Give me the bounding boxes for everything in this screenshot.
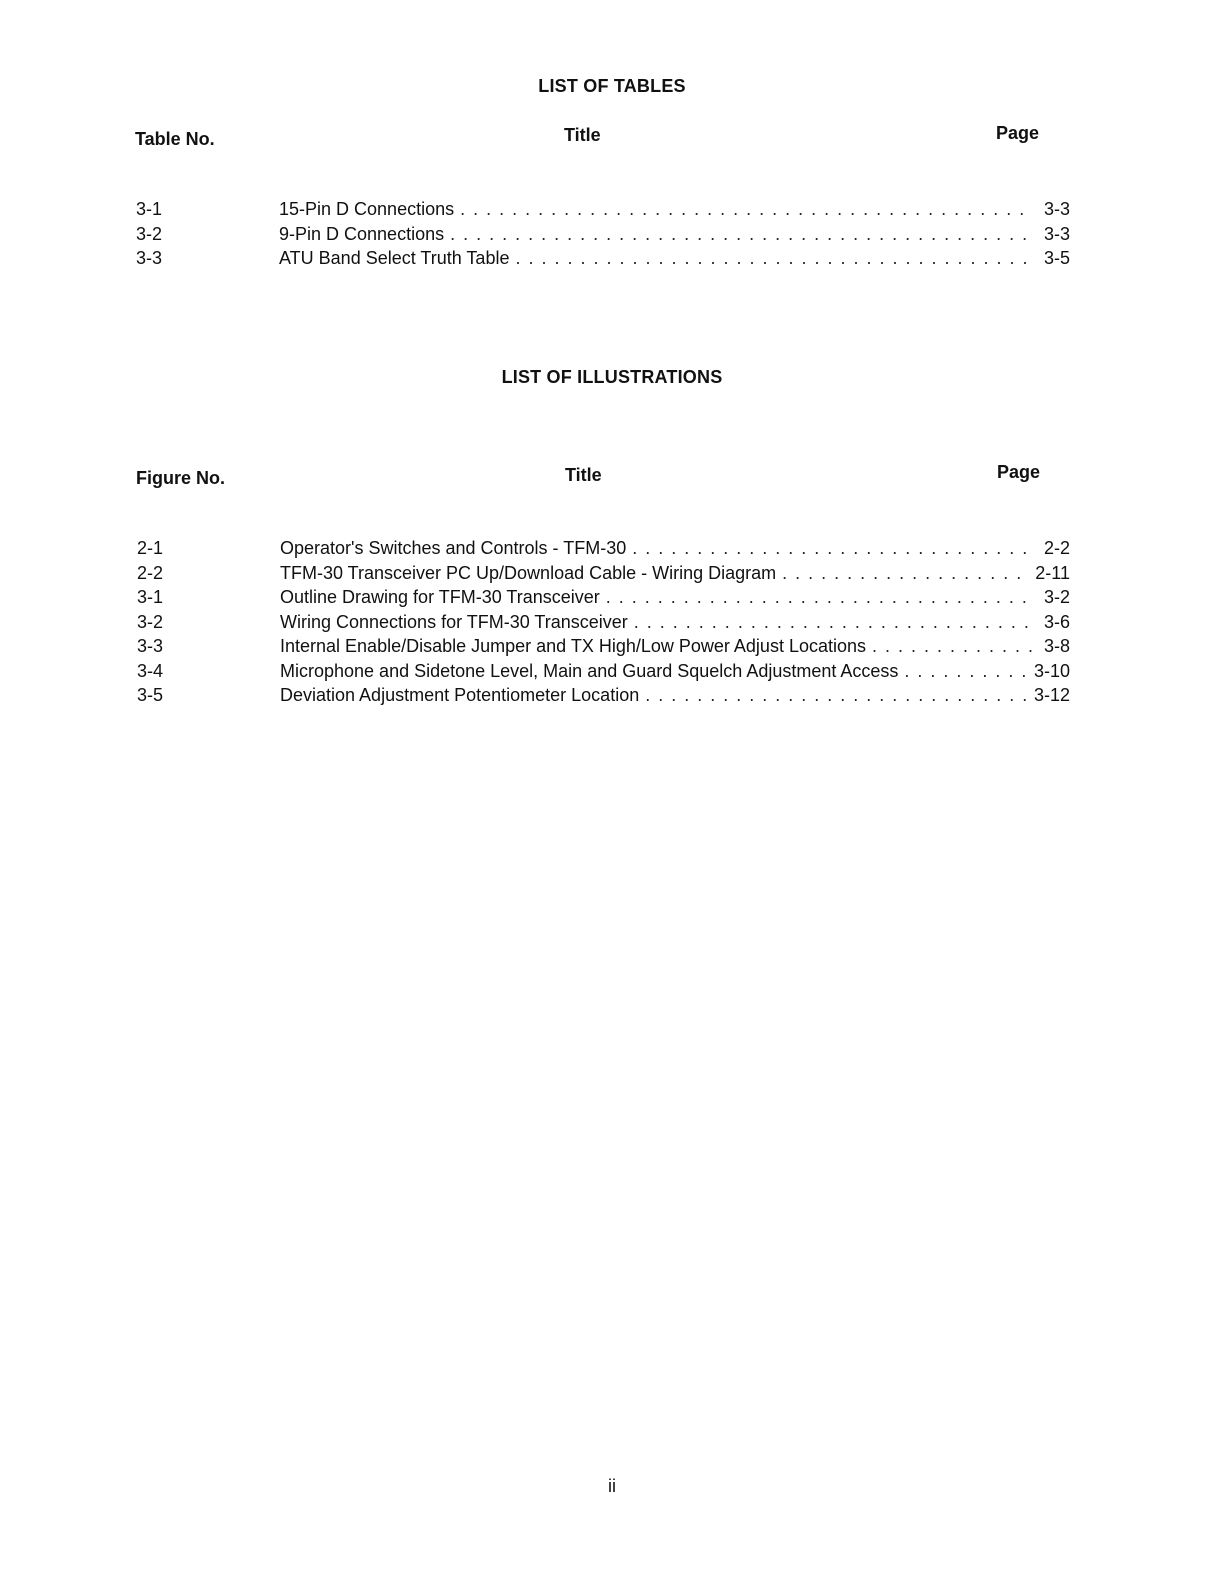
- entry-number: 3-1: [136, 199, 163, 219]
- entry-title: Outline Drawing for TFM-30 Transceiver: [280, 587, 600, 607]
- figure-number-column-header: Figure No.: [136, 468, 225, 488]
- leader-dots: [872, 634, 1032, 658]
- list-item: [137, 536, 1070, 561]
- entry-number: 3-1: [137, 587, 164, 607]
- entry-page: 3-10: [1033, 660, 1070, 681]
- entry-page: 3-2: [1043, 587, 1070, 607]
- entry-number: 3-3: [137, 636, 164, 656]
- leader-dots: [632, 536, 1032, 560]
- leader-dots: [515, 246, 1032, 270]
- entry-number: 3-2: [136, 223, 163, 244]
- leader-dots: [460, 197, 1032, 221]
- entry-number: 3-5: [137, 685, 164, 705]
- entry-page: 2-11: [1035, 562, 1070, 583]
- table-number-column-header: Table No.: [135, 129, 215, 149]
- list-item: [136, 222, 1070, 247]
- leader-dots: [634, 610, 1032, 634]
- leader-dots: [645, 683, 1028, 707]
- entry-page: 3-5: [1043, 248, 1070, 268]
- entry-title: Microphone and Sidetone Level, Main and Guard Squelch Adjustment Access: [280, 660, 899, 681]
- figure-title-column-header: Title: [565, 465, 602, 485]
- leader-dots: [450, 222, 1032, 246]
- tables-list: [136, 197, 1070, 271]
- entry-title: 15-Pin D Connections: [279, 199, 455, 219]
- entry-title: Deviation Adjustment Potentiometer Location: [280, 685, 640, 705]
- list-of-illustrations-heading: LIST OF ILLUSTRATIONS: [501, 367, 723, 387]
- leader-dots: [782, 561, 1029, 585]
- list-of-tables-heading: LIST OF TABLES: [538, 76, 686, 96]
- entry-page: 3-3: [1043, 223, 1070, 244]
- entry-page: 3-6: [1043, 611, 1070, 632]
- entry-number: 3-4: [137, 660, 164, 681]
- entry-title: Wiring Connections for TFM-30 Transceiver: [280, 611, 628, 632]
- entry-number: 2-1: [137, 538, 164, 558]
- table-title-column-header: Title: [564, 125, 601, 145]
- entry-number: 3-3: [136, 248, 163, 268]
- list-item: [137, 659, 1070, 684]
- list-item: [137, 585, 1070, 610]
- entry-title: 9-Pin D Connections: [279, 223, 445, 244]
- list-item: [137, 610, 1070, 635]
- figure-page-column-header: Page: [997, 462, 1041, 482]
- list-item: [137, 561, 1070, 586]
- entry-title: ATU Band Select Truth Table: [279, 248, 510, 268]
- leader-dots: [904, 659, 1028, 683]
- illustrations-list: [137, 536, 1070, 708]
- table-page-column-header: Page: [996, 123, 1040, 143]
- entry-number: 2-2: [137, 562, 164, 583]
- entry-page: 3-8: [1043, 636, 1070, 656]
- entry-title: Internal Enable/Disable Jumper and TX High/Low Power Adjust Locations: [280, 636, 867, 656]
- entry-page: 2-2: [1043, 538, 1070, 558]
- entry-title: Operator's Switches and Controls - TFM-30: [280, 538, 627, 558]
- leader-dots: [606, 585, 1032, 609]
- entry-number: 3-2: [137, 611, 164, 632]
- list-item: [137, 634, 1070, 659]
- entry-page: 3-12: [1033, 685, 1070, 705]
- entry-page: 3-3: [1043, 199, 1070, 219]
- list-item: [136, 197, 1070, 222]
- list-item: [137, 683, 1070, 708]
- page-number: ii: [608, 1476, 616, 1496]
- entry-title: TFM-30 Transceiver PC Up/Download Cable - Wiring Diagram: [280, 562, 777, 583]
- list-item: [136, 246, 1070, 271]
